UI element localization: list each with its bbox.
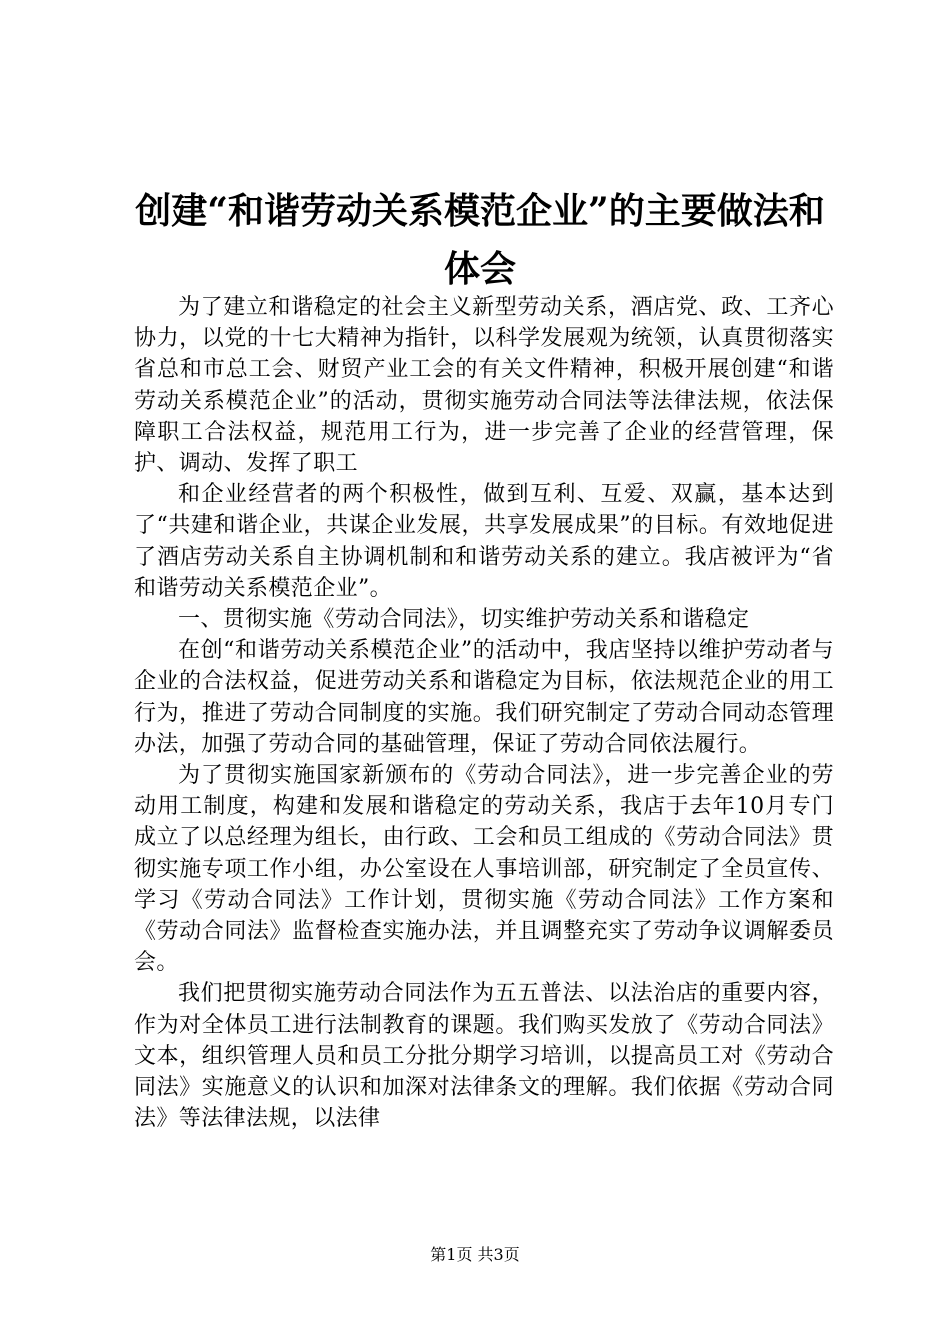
paragraph-3: 在创“和谐劳动关系模范企业”的活动中，我店坚持以维护劳动者与企业的合法权益，促进劳动关系和谐稳定为目标，依法规范企业的用工行为，推进了劳动合同制度的实施。我们研究制定了劳动合同动态管理办法，加强了劳动合同的基础管理，保证了劳动合同依法履行。 [134,638,834,757]
paragraph-1: 为了建立和谐稳定的社会主义新型劳动关系，酒店党、政、工齐心协力，以党的十七大精神为指针，以科学发展观为统领，认真贯彻落实省总和市总工会、财贸产业工会的有关文件精神，积极开展创建“和谐劳动关系模范企业”的活动，贯彻实施劳动合同法等法律法规，依法保障职工合法权益，规范用工行为，进一步完善了企业的经营管理，保护、调动、发挥了职工 [134,295,834,477]
document-title-line-1: 创建“和谐劳动关系模范企业”的主要做法和 [135,190,825,232]
document-body [134,292,834,1134]
paragraph-5: 我们把贯彻实施劳动合同法作为五五普法、以法治店的重要内容，作为对全体员工进行法制教育的课题。我们购买发放了《劳动合同法》文本，组织管理人员和员工分批分期学习培训，以提高员工对《劳动合同法》实施意义的认识和加深对法律条文的理解。我们依据《劳动合同法》等法律法规，以法律 [134,981,834,1132]
paragraph-4: 为了贯彻实施国家新颁布的《劳动合同法》，进一步完善企业的劳动用工制度，构建和发展和谐稳定的劳动关系，我店于去年10月专门成立了以总经理为组长，由行政、工会和员工组成的《劳动合同法》贯彻实施专项工作小组，办公室设在人事培训部，研究制定了全员宣传、学习《劳动合同法》工作计划，贯彻实施《劳动合同法》工作方案和《劳动合同法》监督检查实施办法，并且调整充实了劳动争议调解委员会。 [134,763,834,976]
page-footer: 第1页 共3页 [430,1245,520,1264]
paragraph-2: 和企业经营者的两个积极性，做到互利、互爱、双赢，基本达到了“共建和谐企业，共谋企业发展，共享发展成果”的目标。有效地促进了酒店劳动关系自主协调机制和和谐劳动关系的建立。我店被评为“省和谐劳动关系模范企业”。 [134,482,834,601]
document-title-line-2: 体会 [443,248,516,290]
section-heading-1: 一、贯彻实施《劳动合同法》，切实维护劳动关系和谐稳定 [178,607,750,633]
